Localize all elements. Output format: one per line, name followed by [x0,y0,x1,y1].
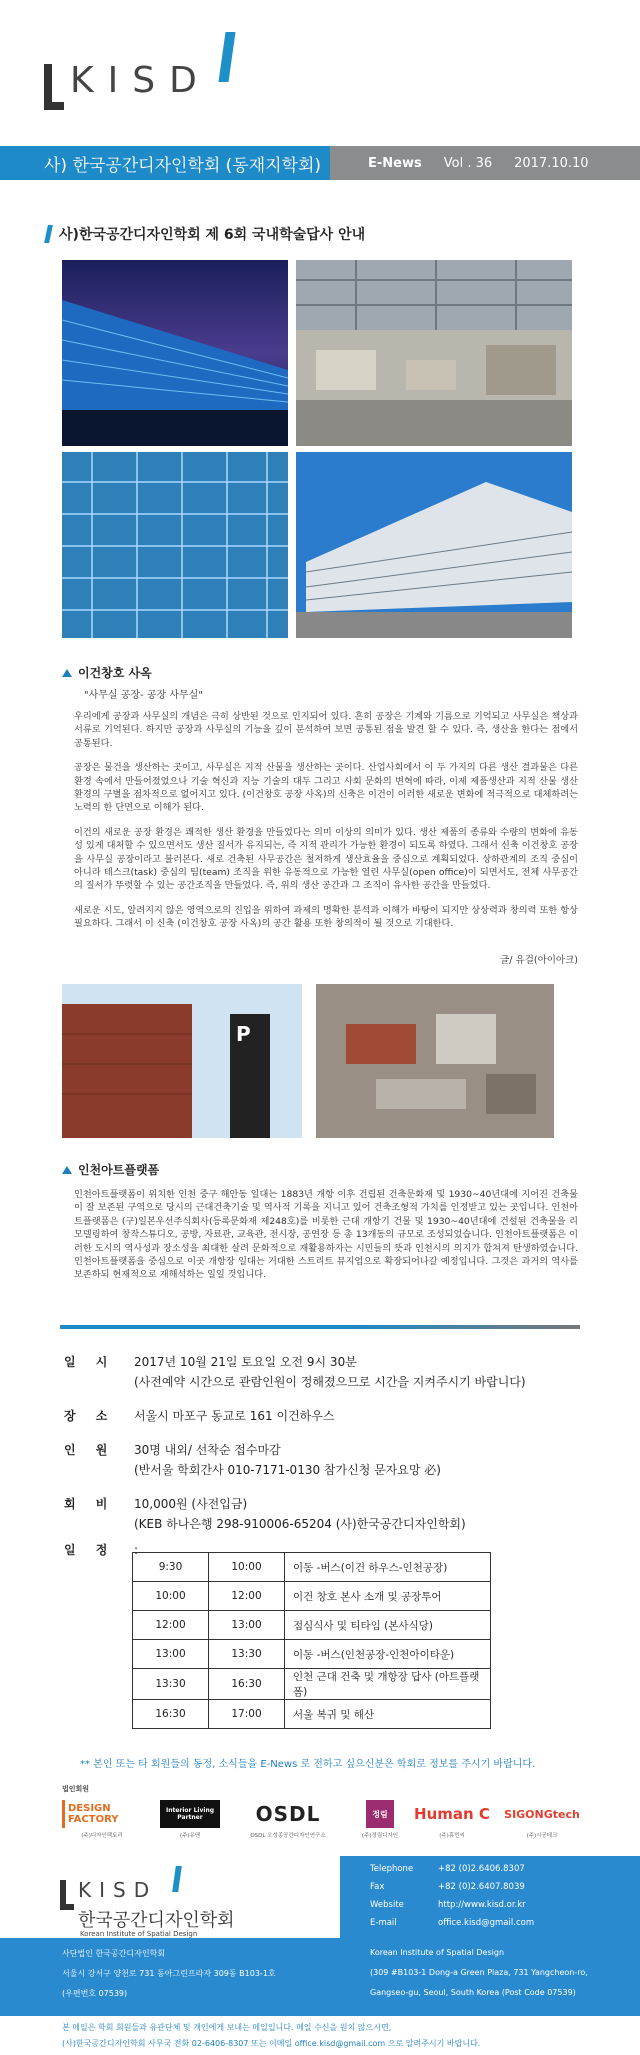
info-date [64,1352,526,1389]
triangle-icon [62,1166,72,1174]
table-row [133,1611,491,1640]
photo-building-exterior [296,452,572,638]
schedule-desc: 인천 근대 건축 및 개항장 답사 (아트플랫폼) [285,1669,491,1700]
info-schedule [64,1540,139,1560]
paragraph: 공장은 물건을 생산하는 곳이고, 사무실은 지적 산물을 생산하는 곳이다. 산업사회에서 이 두 가지의 다른 생산 결과물은 다른 환경 속에서 만들어졌었으나 기술 혁신과 지능 기술의 대두 그리고 사회 문화의 변혁에 따라, 이제 제품생산과 지적 산물 생산 환경의 구별을 점차적으로 없어지고 있다. (이건창호 공장 사옥)의 신축은 이건이 이러한 새로운 변화에 적극적으로 대체하려는 노력의 한 단면으로 이해가 된다. [74,762,578,814]
sponsor-logo: SIGONGtech [504,1807,580,1821]
table-row [133,1553,491,1582]
schedule-end: 12:00 [209,1582,285,1611]
sponsor-caption: (주)디자인팩토리 [81,1833,123,1839]
schedule-start: 12:00 [133,1611,209,1640]
paragraph: 이건의 새로운 공장 환경은 쾌적한 생산 환경을 만들었다는 의미 이상의 의미가 있다. 생산 제품의 종류와 수량의 변화에 유동성 있게 대처할 수 있으면서도 생산 질서가 유지되는, 즉 지적 관리가 가능한 환경이 되도록 하였다. 그래서 신축 이건창호 공장을 사무실 공장이라고 불러본다. 새로 건축된 사무공간은 철저하게 생산효율을 중심으로 계획되었다. 상하관계의 조직 중심이 아니라 테스크(task) 중심의 팀(team) 조직을 위한 유동적으로 가능한 열린 사무실(open office)이 되면서도, 전체 사무공간의 질서가 뚜렷할 수 있는 공간조직을 만들었다. 즉, 위의 생산 공간과 그 조직이 유사한 공간을 만들었다. [74,826,578,892]
table-row [133,1700,491,1729]
sponsor-sigongtech[interactable] [500,1800,584,1840]
info-capacity [64,1440,441,1477]
schedule-desc: 이건 창호 본사 소개 및 공장투어 [285,1582,491,1611]
logo-text: KISD [70,60,211,101]
schedule-desc: 점심식사 및 티타임 (본사식당) [285,1611,491,1640]
schedule-end: 16:30 [209,1669,285,1700]
header-banner [0,146,640,180]
contact-key: Fax [370,1882,385,1892]
schedule-end: 13:00 [209,1611,285,1640]
info-fee [64,1494,466,1531]
sponsor-caption: (주)시공테크 [526,1833,558,1839]
footer-address-ko: 서울시 강서구 양천로 731 동아그린프라자 309동 B103-1호 [62,1969,276,1978]
sponsor-design-factory[interactable] [62,1800,142,1840]
schedule-desc: 이동 -버스(인천공장-인천아이타운) [285,1640,491,1669]
sponsor-osdl[interactable] [238,1800,338,1840]
photo-glass-facade [62,452,288,638]
contact-website[interactable] [370,1900,526,1910]
footer-org-en: Korean Institute of Spatial Design [370,1948,505,1957]
info-value: 서울시 마포구 동교로 161 이건하우스 [134,1409,335,1423]
info-value: 30명 내외/ 선착순 접수마감 [134,1443,281,1457]
logo-bracket-foot [44,102,64,110]
email-link[interactable]: office.kisd@gmail.com [438,1918,535,1928]
schedule-end: 17:00 [209,1700,285,1729]
sponsor-logo: Human C [414,1805,490,1823]
info-value: (반서울 학회간사 010-7171-0130 참가신청 문자요망 必) [134,1463,441,1477]
paragraph: 인천아트플랫폼이 위치한 인천 중구 해안동 일대는 1883년 개항 이후 건립된 건축문화재 및 1930~40년대에 지어진 건축물이 잘 보존된 구역으로 당시의 근대건축기술 및 역사적 기록을 지니고 있어 건축조형적 가치를 인정받고 있는 곳입니다. 인천아트플랫폼은 (구)일본우선주식회사(등록문화재 제248호)를 비롯한 근대 개항기 건물 및 1930~40년대에 건설된 건축물을 리모델링하여 창작스튜디오, 공방, 자료관, 교육관, 전시장, 공연장 등 총 13개동의 규모로 조성되었습니다. 인천아트플랫폼은 이러한 도시의 역사성과 장소성을 최대한 살려 문화적으로 재활용하자는 시민들의 뜻과 인천시의 의지가 합쳐져 탄생하였습니다. 인천아트플랫폼을 중심으로 이곳 개항장 일대는 거대한 스트리트 뮤지엄으로 확장되어나갈 예정입니다. 그것은 과거의 역사를 보존하되 현재적으로 재해석하는 일일 것입니다. [74,1189,578,1281]
photo-building-night [62,260,288,446]
schedule-desc: 서울 복귀 및 해산 [285,1700,491,1729]
contact-value: +82 (0)2.6406.8307 [438,1864,525,1874]
info-label: 회 비 [64,1497,116,1511]
footer [0,1856,640,2016]
paragraph: 새로운 시도, 알려지지 않은 영역으로의 진입을 위하여 과제의 명확한 분석과 이해가 바탕이 되지만 상상력과 창의력 또한 항상 필요하다. 그래서 이 신축 (이건창호 공장 사옥)의 공간 활용 또한 창의적이 될 것으로 기대한다. [74,904,578,930]
contact-email[interactable] [370,1918,534,1928]
sponsor-logo: Interior Living Partner [160,1800,220,1828]
schedule-start: 13:00 [133,1640,209,1669]
logo-accent [218,32,235,82]
section-body-eagon [74,710,578,942]
contact-telephone [370,1864,525,1874]
sponsor-humanc[interactable] [406,1800,498,1840]
schedule-start: 9:30 [133,1553,209,1582]
sponsor-caption: (주)유앤 [179,1833,201,1839]
issue-date: 2017.10.10 [514,155,589,171]
section-heading-text: 인천아트플랫폼 [78,1163,160,1177]
section-heading-text: 이건창호 사옥 [78,666,152,680]
author-signature: 글/ 유걸(아이아크) [500,955,578,966]
banner-meta [330,146,640,180]
info-value: 10,000원 (사전입금) [134,1497,248,1511]
art-platform-sign-letter: P [236,1022,251,1046]
website-link[interactable]: http://www.kisd.or.kr [438,1900,526,1910]
footer-org-name-ko: 한국공간디자인학회 [78,1910,235,1931]
title-accent [44,225,53,243]
info-value: 2017년 10월 21일 토요일 오전 9시 30분 [134,1355,357,1369]
table-row [133,1669,491,1700]
contact-key: Telephone [370,1864,414,1874]
section-heading-eagon [62,664,152,681]
kisd-logo [44,30,244,120]
schedule-start: 10:00 [133,1582,209,1611]
unsubscribe-note [0,2016,640,2055]
sponsor-logo: OSDL [255,1802,321,1826]
sponsor-logo: DESIGN FACTORY [62,1800,142,1828]
photo-art-platform-aerial [316,984,554,1138]
info-place [64,1406,335,1426]
sponsor-caption: OSDL 오성종공간디자인연구소 [250,1833,326,1839]
schedule-end: 10:00 [209,1553,285,1582]
enews-label: E-News [368,155,422,171]
contact-fax [370,1882,525,1892]
info-value: (사전예약 시간으로 관람인원이 정해졌으므로 시간을 지켜주시기 바랍니다) [134,1375,526,1389]
unsubscribe-line: 본 메일은 학회 회원들과 유관단체 및 개인에게 보내는 메일입니다. 메일 수신을 원치 않으시면, [62,2023,392,2032]
contact-value: +82 (0)2.6407.8039 [438,1882,525,1892]
section-divider [60,1325,580,1329]
footer-org-ko: 사단법인 한국공간디자인학회 [62,1949,166,1958]
sponsor-caption: (주)정림디자인 [361,1833,399,1839]
info-label: 장 소 [64,1409,116,1423]
footer-zip-ko: (우편번호 07539) [62,1989,128,1998]
section-body-incheon [74,1188,578,1293]
photo-art-platform-brick [62,984,302,1138]
info-label: 인 원 [64,1443,116,1457]
triangle-icon [62,669,72,677]
sponsors-label: 법인회원 [62,1785,90,1793]
footer-address-en: Gangseo-gu, Seoul, South Korea (Post Code 07539) [370,1988,576,1997]
footer-logo-text: KISD [78,1878,158,1902]
info-value: : [134,1543,139,1557]
section-heading-incheon [62,1161,159,1178]
page-title [46,224,365,244]
section-quote: "사무실 공장- 공장 사무실" [84,690,203,701]
banner-title: 사) 한국공간디자인학회 (동재지학회) [0,146,330,180]
schedule-start: 16:30 [133,1700,209,1729]
contact-key: Website [370,1900,404,1910]
footer-org-name-en: Korean Institute of Spatial Design [80,1930,198,1938]
sponsor-logo: 정림 [366,1800,394,1828]
news-note: ** 본인 또는 타 회원들의 동정, 소식들을 E-News 로 전하고 싶으신분은 학회로 정보를 주시기 바랍니다. [80,1759,536,1770]
schedule-desc: 이동 -버스(이건 하우스-인천공장) [285,1553,491,1582]
sponsor-un[interactable] [150,1800,230,1840]
info-value: (KEB 하나은행 298-910006-65204 (사)한국공간디자인학회) [134,1517,466,1531]
photo-factory-interior [296,260,572,446]
footer-address-en: (309 #B103-1 Dong-a Green Plaza, 731 Yangcheon-ro, [370,1968,588,1977]
paragraph: 우리에게 공장과 사무실의 개념은 극히 상반된 것으로 인지되어 있다. 흔히 공장은 기계와 기름으로 기억되고 사무실은 책상과 서류로 기억된다. 하지만 공장과 사무실의 기능을 깊이 분석하여 보면 공통된 점을 발견 할 수 있다. 즉, 생산을 한다는 점에서 공통된다. [74,711,578,749]
table-row [133,1582,491,1611]
table-row [133,1640,491,1669]
contact-key: E-mail [370,1918,397,1928]
sponsor-caption: (주)휴먼씨 [439,1833,465,1839]
schedule-start: 13:30 [133,1669,209,1700]
schedule-end: 13:30 [209,1640,285,1669]
info-label: 일 정 [64,1543,116,1557]
schedule-table [132,1552,491,1729]
footer-logo-bracket-foot [60,1904,74,1910]
page-title-text: 사)한국공간디자인학회 제 6회 국내학술답사 안내 [59,227,366,243]
info-label: 일 시 [64,1355,116,1369]
unsubscribe-line: (사)한국공간디자인학회 사무국 전화 02-6406-8307 또는 이메일 office.kisd@gmail.com 으로 알려주시기 바랍니다. [62,2039,481,2048]
volume-label: Vol . 36 [443,155,493,171]
